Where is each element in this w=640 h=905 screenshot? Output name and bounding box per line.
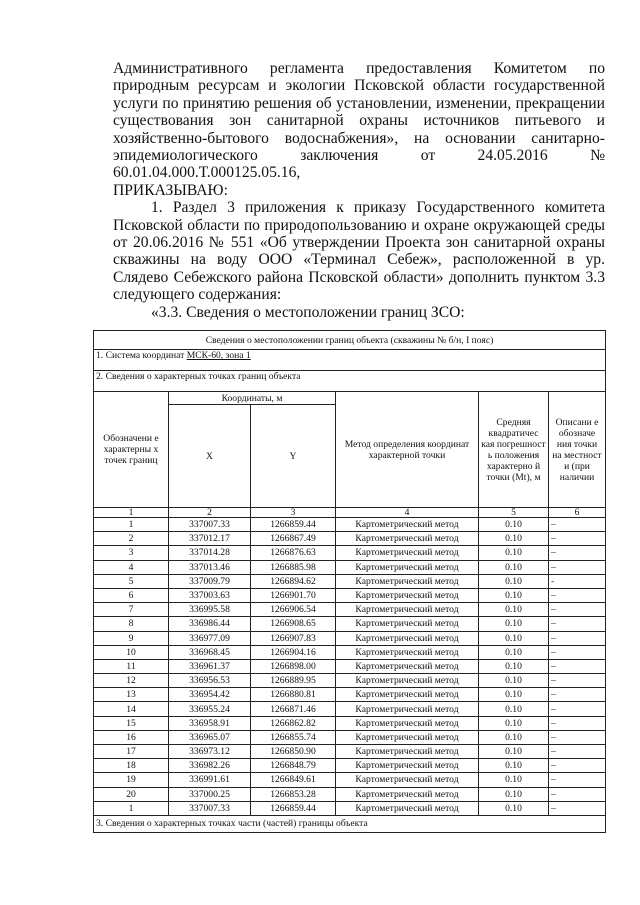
column-number: 5 xyxy=(479,508,549,518)
coordinate-system-label: 1. Система координат xyxy=(96,350,187,361)
method-cell: Картометрический метод xyxy=(336,617,479,631)
method-cell: Картометрический метод xyxy=(336,787,479,801)
x-coord-cell: 336973.12 xyxy=(169,745,251,759)
description-cell: – xyxy=(549,560,606,574)
method-cell: Картометрический метод xyxy=(336,631,479,645)
method-cell: Картометрический метод xyxy=(336,588,479,602)
description-cell: – xyxy=(549,716,606,730)
paragraph-item-1: 1. Раздел 3 приложения к приказу Государственного комитета Псковской области по природопользованию и охране окружающей среды от 20.06.2016 № 551 «Об утверждении Проекта зон санитарной охраны скважины на воду ООО «Терминал Себеж», расположенной в ур. Слядево Себежского района Псковской области» дополнить пунктом 3.3 следующего содержания: xyxy=(113,199,605,304)
error-cell: 0.10 xyxy=(479,546,549,560)
error-cell: 0.10 xyxy=(479,787,549,801)
x-coord-cell: 336961.37 xyxy=(169,659,251,673)
point-id-cell: 14 xyxy=(94,702,169,716)
header-point: Обозначени е характерны х точек границ xyxy=(94,392,169,508)
method-cell: Картометрический метод xyxy=(336,560,479,574)
error-cell: 0.10 xyxy=(479,659,549,673)
y-coord-cell: 1266880.81 xyxy=(251,688,336,702)
description-cell: – xyxy=(549,787,606,801)
y-coord-cell: 1266885.98 xyxy=(251,560,336,574)
description-cell: – xyxy=(549,688,606,702)
error-cell: 0.10 xyxy=(479,773,549,787)
error-cell: 0.10 xyxy=(479,588,549,602)
y-coord-cell: 1266849.61 xyxy=(251,773,336,787)
method-cell: Картометрический метод xyxy=(336,688,479,702)
paragraph-order: ПРИКАЗЫВАЮ: xyxy=(113,181,228,199)
description-cell: – xyxy=(549,518,606,532)
point-id-cell: 2 xyxy=(94,532,169,546)
description-cell: – xyxy=(549,773,606,787)
y-coord-cell: 1266853.28 xyxy=(251,787,336,801)
header-description: Описани е обозначе ния точки на местност и (при наличии xyxy=(549,392,606,508)
error-cell: 0.10 xyxy=(479,603,549,617)
y-coord-cell: 1266901.70 xyxy=(251,588,336,602)
x-coord-cell: 336977.09 xyxy=(169,631,251,645)
description-cell: – xyxy=(549,730,606,744)
description-cell: – xyxy=(549,546,606,560)
error-cell: 0.10 xyxy=(479,560,549,574)
y-coord-cell: 1266904.16 xyxy=(251,645,336,659)
column-number: 2 xyxy=(169,508,251,518)
point-id-cell: 15 xyxy=(94,716,169,730)
x-coord-cell: 336991.61 xyxy=(169,773,251,787)
description-cell: – xyxy=(549,588,606,602)
point-id-cell: 9 xyxy=(94,631,169,645)
description-cell: – xyxy=(549,617,606,631)
method-cell: Картометрический метод xyxy=(336,745,479,759)
y-coord-cell: 1266894.62 xyxy=(251,574,336,588)
table-row xyxy=(94,560,606,574)
error-cell: 0.10 xyxy=(479,759,549,773)
y-coord-cell: 1266906.54 xyxy=(251,603,336,617)
method-cell: Картометрический метод xyxy=(336,546,479,560)
y-coord-cell: 1266850.90 xyxy=(251,745,336,759)
point-id-cell: 1 xyxy=(94,801,169,815)
description-cell: – xyxy=(549,674,606,688)
y-coord-cell: 1266862.82 xyxy=(251,716,336,730)
header-error: Средняя квадратичес кая погрешност ь положения характерно й точки (Mt), м xyxy=(479,392,549,508)
x-coord-cell: 337009.79 xyxy=(169,574,251,588)
section-2-heading: 2. Сведения о характерных точках границ объекта xyxy=(94,371,606,392)
method-cell: Картометрический метод xyxy=(336,574,479,588)
column-number-row xyxy=(94,508,606,518)
column-number: 1 xyxy=(94,508,169,518)
x-coord-cell: 336954.42 xyxy=(169,688,251,702)
table-row xyxy=(94,603,606,617)
method-cell: Картометрический метод xyxy=(336,773,479,787)
table-row xyxy=(94,574,606,588)
x-coord-cell: 336982.26 xyxy=(169,759,251,773)
table-row xyxy=(94,518,606,532)
y-coord-cell: 1266867.49 xyxy=(251,532,336,546)
column-number: 4 xyxy=(336,508,479,518)
table-row xyxy=(94,546,606,560)
x-coord-cell: 337012.17 xyxy=(169,532,251,546)
paragraph-section-3-3: «3.3. Сведения о местоположении границ ЗСО: xyxy=(151,303,465,321)
method-cell: Картометрический метод xyxy=(336,603,479,617)
point-id-cell: 17 xyxy=(94,745,169,759)
description-cell: - xyxy=(549,574,606,588)
error-cell: 0.10 xyxy=(479,518,549,532)
table-row xyxy=(94,659,606,673)
column-number: 6 xyxy=(549,508,606,518)
error-cell: 0.10 xyxy=(479,631,549,645)
point-id-cell: 18 xyxy=(94,759,169,773)
table-row xyxy=(94,801,606,815)
y-coord-cell: 1266908.65 xyxy=(251,617,336,631)
description-cell: – xyxy=(549,603,606,617)
x-coord-cell: 337003.63 xyxy=(169,588,251,602)
y-coord-cell: 1266876.63 xyxy=(251,546,336,560)
error-cell: 0.10 xyxy=(479,730,549,744)
y-coord-cell: 1266871.46 xyxy=(251,702,336,716)
table-row xyxy=(94,617,606,631)
error-cell: 0.10 xyxy=(479,574,549,588)
x-coord-cell: 337000.25 xyxy=(169,787,251,801)
table-row xyxy=(94,759,606,773)
paragraph-preamble: Административного регламента предоставления Комитетом по природным ресурсам и экологии Псковской области государственной услуги по принятию решения об установлении, изменении, прекращении существования зон санитарной охраны источников питьевого и хозяйственно-бытового водоснабжения», на основании санитарно-эпидемиологического заключения от 24.05.2016 № 60.01.04.000.Т.000125.05.16, xyxy=(113,60,605,182)
point-id-cell: 20 xyxy=(94,787,169,801)
table-row xyxy=(94,730,606,744)
table-row xyxy=(94,773,606,787)
table-row xyxy=(94,787,606,801)
x-coord-cell: 337007.33 xyxy=(169,518,251,532)
error-cell: 0.10 xyxy=(479,688,549,702)
x-coord-cell: 336958.91 xyxy=(169,716,251,730)
error-cell: 0.10 xyxy=(479,645,549,659)
y-coord-cell: 1266859.44 xyxy=(251,801,336,815)
method-cell: Картометрический метод xyxy=(336,532,479,546)
error-cell: 0.10 xyxy=(479,702,549,716)
method-cell: Картометрический метод xyxy=(336,759,479,773)
point-id-cell: 6 xyxy=(94,588,169,602)
description-cell: – xyxy=(549,532,606,546)
error-cell: 0.10 xyxy=(479,745,549,759)
point-id-cell: 8 xyxy=(94,617,169,631)
method-cell: Картометрический метод xyxy=(336,702,479,716)
table-row xyxy=(94,645,606,659)
y-coord-cell: 1266889.95 xyxy=(251,674,336,688)
y-coord-cell: 1266907.83 xyxy=(251,631,336,645)
table-row xyxy=(94,688,606,702)
point-id-cell: 13 xyxy=(94,688,169,702)
x-coord-cell: 336995.58 xyxy=(169,603,251,617)
method-cell: Картометрический метод xyxy=(336,730,479,744)
x-coord-cell: 337013.46 xyxy=(169,560,251,574)
table-row xyxy=(94,716,606,730)
method-cell: Картометрический метод xyxy=(336,801,479,815)
y-coord-cell: 1266859.44 xyxy=(251,518,336,532)
description-cell: – xyxy=(549,801,606,815)
method-cell: Картометрический метод xyxy=(336,645,479,659)
point-id-cell: 19 xyxy=(94,773,169,787)
x-coord-cell: 336955.24 xyxy=(169,702,251,716)
section-3-heading: 3. Сведения о характерных точках части (частей) границы объекта xyxy=(94,815,606,832)
header-method: Метод определения координат характерной точки xyxy=(336,392,479,508)
error-cell: 0.10 xyxy=(479,801,549,815)
point-id-cell: 5 xyxy=(94,574,169,588)
point-id-cell: 11 xyxy=(94,659,169,673)
header-x: X xyxy=(169,405,251,508)
error-cell: 0.10 xyxy=(479,716,549,730)
header-coords: Координаты, м xyxy=(169,392,336,405)
description-cell: – xyxy=(549,659,606,673)
point-id-cell: 10 xyxy=(94,645,169,659)
coordinate-system xyxy=(94,350,606,371)
x-coord-cell: 336986.44 xyxy=(169,617,251,631)
method-cell: Картометрический метод xyxy=(336,518,479,532)
header-y: Y xyxy=(251,405,336,508)
x-coord-cell: 336968.45 xyxy=(169,645,251,659)
description-cell: – xyxy=(549,759,606,773)
order-text xyxy=(113,60,605,321)
point-id-cell: 4 xyxy=(94,560,169,574)
point-id-cell: 12 xyxy=(94,674,169,688)
y-coord-cell: 1266848.79 xyxy=(251,759,336,773)
x-coord-cell: 337007.33 xyxy=(169,801,251,815)
table-row xyxy=(94,588,606,602)
x-coord-cell: 336956.53 xyxy=(169,674,251,688)
column-number: 3 xyxy=(251,508,336,518)
description-cell: – xyxy=(549,645,606,659)
error-cell: 0.10 xyxy=(479,617,549,631)
point-id-cell: 3 xyxy=(94,546,169,560)
boundary-table xyxy=(93,330,606,833)
point-id-cell: 7 xyxy=(94,603,169,617)
method-cell: Картометрический метод xyxy=(336,659,479,673)
description-cell: – xyxy=(549,631,606,645)
error-cell: 0.10 xyxy=(479,674,549,688)
table-row xyxy=(94,631,606,645)
table-row xyxy=(94,702,606,716)
point-id-cell: 1 xyxy=(94,518,169,532)
method-cell: Картометрический метод xyxy=(336,716,479,730)
description-cell: – xyxy=(549,745,606,759)
y-coord-cell: 1266855.74 xyxy=(251,730,336,744)
method-cell: Картометрический метод xyxy=(336,674,479,688)
description-cell: – xyxy=(549,702,606,716)
table-row xyxy=(94,532,606,546)
error-cell: 0.10 xyxy=(479,532,549,546)
x-coord-cell: 336965.07 xyxy=(169,730,251,744)
table-title: Сведения о местоположении границ объекта (скважины № б/н, I пояс) xyxy=(94,331,606,350)
x-coord-cell: 337014.28 xyxy=(169,546,251,560)
point-id-cell: 16 xyxy=(94,730,169,744)
table-row xyxy=(94,674,606,688)
coordinate-system-value: МСК-60, зона 1 xyxy=(186,350,251,361)
y-coord-cell: 1266898.00 xyxy=(251,659,336,673)
table-row xyxy=(94,745,606,759)
